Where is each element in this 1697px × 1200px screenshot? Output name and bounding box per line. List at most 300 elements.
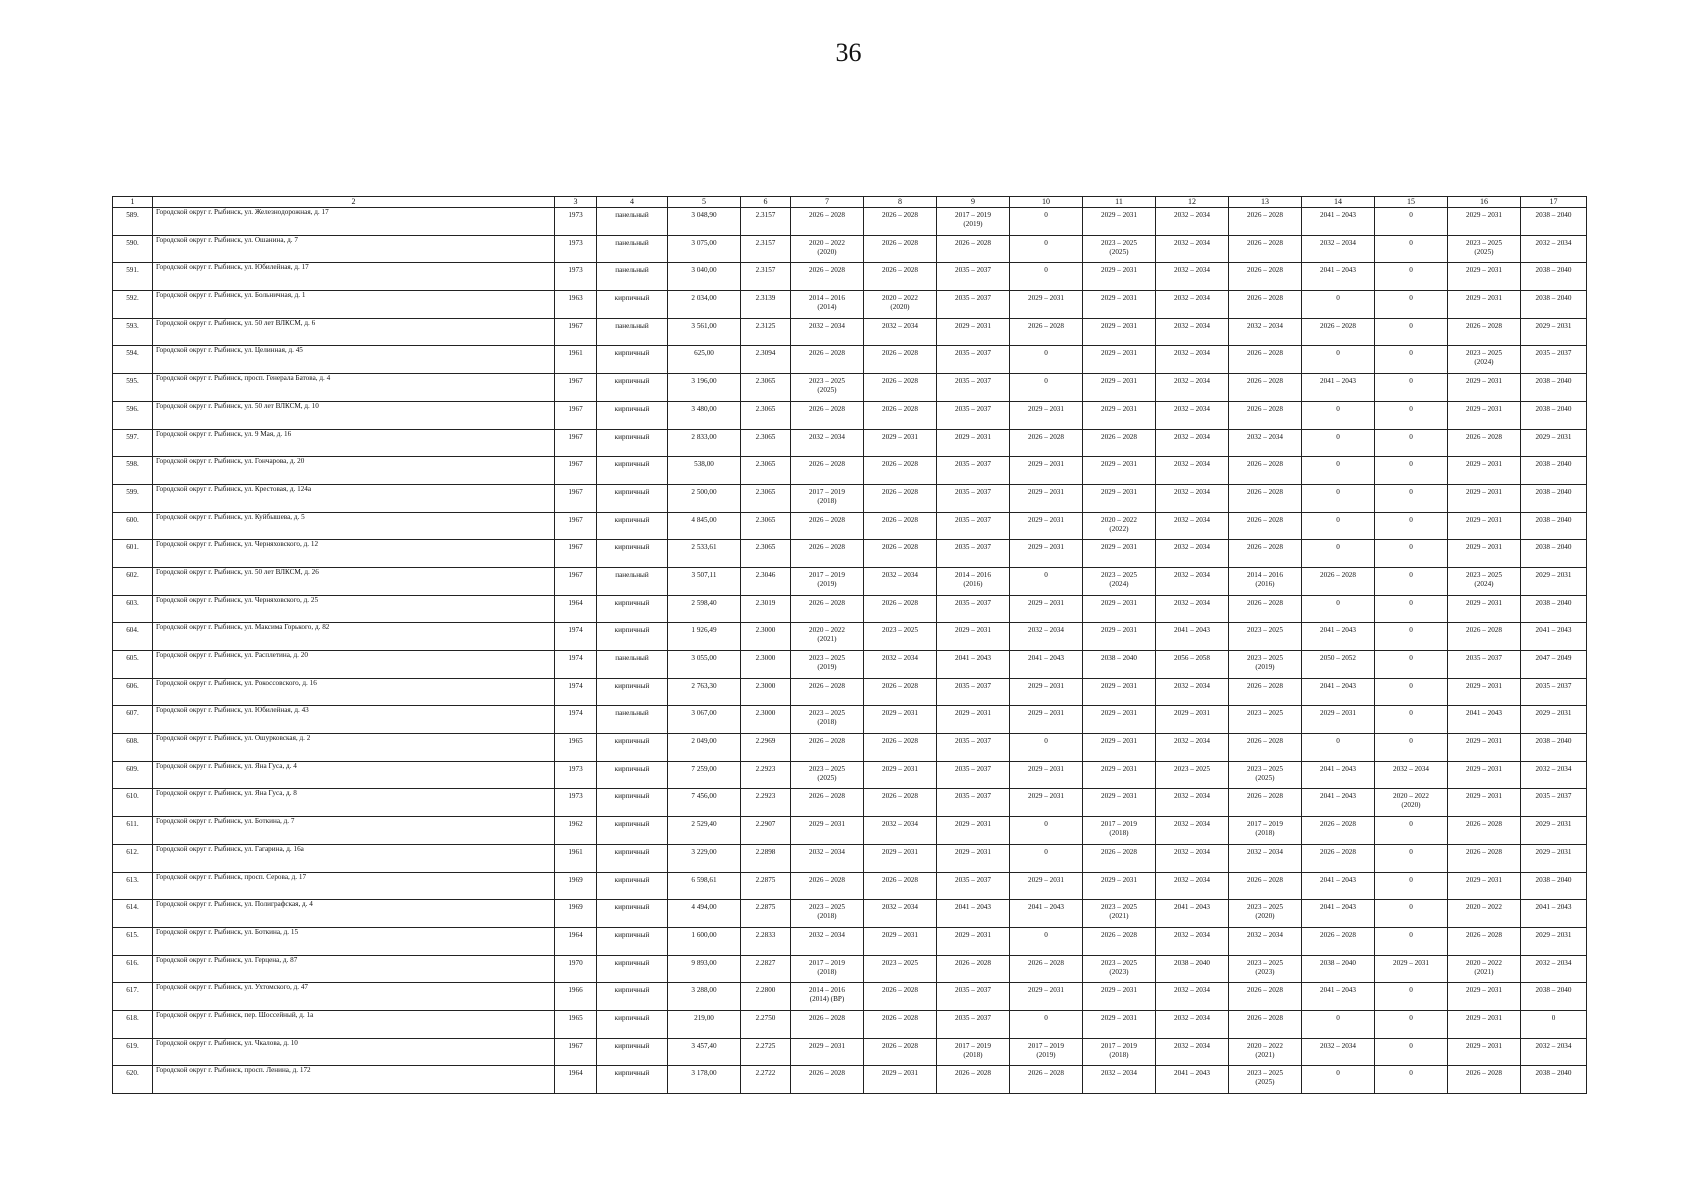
table-cell-col-10: 2029 – 2031	[1010, 761, 1083, 789]
table-cell-col-13: 2014 – 2016 (2016)	[1229, 567, 1302, 595]
table-cell-col-2: Городской округ г. Рыбинск, ул. Полиграфская, д. 4	[153, 900, 555, 928]
table-cell-col-1: 597.	[113, 429, 153, 457]
table-cell-col-5: 538,00	[668, 457, 741, 485]
table-cell-col-11: 2029 – 2031	[1083, 595, 1156, 623]
table-cell-col-1: 606.	[113, 678, 153, 706]
table-cell-col-13: 2026 – 2028	[1229, 346, 1302, 374]
table-cell-col-13: 2017 – 2019 (2018)	[1229, 817, 1302, 845]
table-cell-col-10: 2026 – 2028	[1010, 429, 1083, 457]
table-cell-col-8: 2026 – 2028	[864, 484, 937, 512]
table-cell-col-7: 2026 – 2028	[791, 595, 864, 623]
table-cell-col-13: 2026 – 2028	[1229, 208, 1302, 236]
table-cell-col-17: 2029 – 2031	[1521, 567, 1587, 595]
table-cell-col-2: Городской округ г. Рыбинск, ул. Черняховского, д. 12	[153, 540, 555, 568]
table-cell-col-3: 1967	[555, 540, 597, 568]
table-cell-col-8: 2026 – 2028	[864, 789, 937, 817]
table-cell-col-2: Городской округ г. Рыбинск, ул. Ошурковская, д. 2	[153, 734, 555, 762]
table-cell-col-15: 0	[1375, 983, 1448, 1011]
table-cell-col-10: 2032 – 2034	[1010, 623, 1083, 651]
table-cell-col-9: 2029 – 2031	[937, 844, 1010, 872]
table-cell-col-16: 2029 – 2031	[1448, 540, 1521, 568]
table-cell-col-3: 1964	[555, 1066, 597, 1094]
table-cell-col-1: 595.	[113, 374, 153, 402]
table-cell-col-17: 2035 – 2037	[1521, 346, 1587, 374]
table-cell-col-15: 0	[1375, 318, 1448, 346]
table-cell-col-6: 2.3000	[741, 678, 791, 706]
table-cell-col-6: 2.3000	[741, 706, 791, 734]
table-cell-col-3: 1964	[555, 927, 597, 955]
table-cell-col-17: 2038 – 2040	[1521, 734, 1587, 762]
table-row	[113, 651, 1587, 679]
table-cell-col-17: 2041 – 2043	[1521, 623, 1587, 651]
table-cell-col-10: 0	[1010, 844, 1083, 872]
table-cell-col-13: 2026 – 2028	[1229, 595, 1302, 623]
table-cell-col-9: 2035 – 2037	[937, 678, 1010, 706]
table-cell-col-1: 601.	[113, 540, 153, 568]
table-cell-col-9: 2029 – 2031	[937, 817, 1010, 845]
table-cell-col-5: 2 763,30	[668, 678, 741, 706]
table-cell-col-10: 2041 – 2043	[1010, 900, 1083, 928]
table-cell-col-16: 2029 – 2031	[1448, 208, 1521, 236]
table-cell-col-12: 2032 – 2034	[1156, 789, 1229, 817]
table-cell-col-8: 2023 – 2025	[864, 623, 937, 651]
table-cell-col-13: 2026 – 2028	[1229, 374, 1302, 402]
table-cell-col-15: 0	[1375, 900, 1448, 928]
table-cell-col-16: 2029 – 2031	[1448, 374, 1521, 402]
table-cell-col-12: 2032 – 2034	[1156, 291, 1229, 319]
table-cell-col-6: 2.3157	[741, 235, 791, 263]
table-cell-col-15: 2020 – 2022 (2020)	[1375, 789, 1448, 817]
table-cell-col-7: 2032 – 2034	[791, 429, 864, 457]
table-cell-col-5: 2 833,00	[668, 429, 741, 457]
table-cell-col-10: 0	[1010, 374, 1083, 402]
table-row	[113, 484, 1587, 512]
table-cell-col-3: 1973	[555, 263, 597, 291]
table-cell-col-15: 0	[1375, 346, 1448, 374]
table-cell-col-11: 2029 – 2031	[1083, 484, 1156, 512]
table-cell-col-10: 2029 – 2031	[1010, 401, 1083, 429]
table-row	[113, 401, 1587, 429]
table-cell-col-17: 2038 – 2040	[1521, 512, 1587, 540]
table-cell-col-5: 9 893,00	[668, 955, 741, 983]
table-cell-col-1: 598.	[113, 457, 153, 485]
table-cell-col-1: 614.	[113, 900, 153, 928]
table-cell-col-12: 2032 – 2034	[1156, 540, 1229, 568]
table-cell-col-2: Городской округ г. Рыбинск, ул. Расплетина, д. 20	[153, 651, 555, 679]
table-cell-col-11: 2029 – 2031	[1083, 1010, 1156, 1038]
table-cell-col-5: 3 229,00	[668, 844, 741, 872]
column-header-4: 4	[597, 197, 668, 208]
table-cell-col-13: 2023 – 2025 (2025)	[1229, 761, 1302, 789]
table-cell-col-5: 4 494,00	[668, 900, 741, 928]
table-cell-col-11: 2029 – 2031	[1083, 623, 1156, 651]
table-cell-col-2: Городской округ г. Рыбинск, ул. Куйбышева, д. 5	[153, 512, 555, 540]
table-cell-col-11: 2029 – 2031	[1083, 983, 1156, 1011]
table-cell-col-17: 2029 – 2031	[1521, 927, 1587, 955]
table-cell-col-7: 2032 – 2034	[791, 927, 864, 955]
table-cell-col-3: 1967	[555, 567, 597, 595]
table-cell-col-15: 0	[1375, 429, 1448, 457]
table-cell-col-13: 2026 – 2028	[1229, 457, 1302, 485]
table-cell-col-9: 2035 – 2037	[937, 346, 1010, 374]
table-row	[113, 318, 1587, 346]
table-cell-col-9: 2026 – 2028	[937, 235, 1010, 263]
table-cell-col-1: 592.	[113, 291, 153, 319]
table-cell-col-12: 2032 – 2034	[1156, 567, 1229, 595]
table-cell-col-2: Городской округ г. Рыбинск, просп. Генерала Батова, д. 4	[153, 374, 555, 402]
table-cell-col-3: 1974	[555, 706, 597, 734]
table-cell-col-8: 2026 – 2028	[864, 263, 937, 291]
table-cell-col-15: 0	[1375, 706, 1448, 734]
table-cell-col-14: 2050 – 2052	[1302, 651, 1375, 679]
table-cell-col-12: 2032 – 2034	[1156, 401, 1229, 429]
table-cell-col-7: 2023 – 2025 (2018)	[791, 900, 864, 928]
table-cell-col-16: 2029 – 2031	[1448, 457, 1521, 485]
table-cell-col-8: 2023 – 2025	[864, 955, 937, 983]
table-row	[113, 235, 1587, 263]
table-cell-col-5: 3 196,00	[668, 374, 741, 402]
table-cell-col-4: панельный	[597, 567, 668, 595]
table-cell-col-14: 2038 – 2040	[1302, 955, 1375, 983]
table-cell-col-14: 2026 – 2028	[1302, 567, 1375, 595]
table-cell-col-8: 2026 – 2028	[864, 872, 937, 900]
table-cell-col-2: Городской округ г. Рыбинск, ул. Рокоссовского, д. 16	[153, 678, 555, 706]
table-cell-col-6: 2.2827	[741, 955, 791, 983]
table-row	[113, 900, 1587, 928]
table-cell-col-17: 0	[1521, 1010, 1587, 1038]
table-cell-col-2: Городской округ г. Рыбинск, ул. Крестовая, д. 124а	[153, 484, 555, 512]
table-cell-col-4: кирпичный	[597, 512, 668, 540]
table-cell-col-16: 2026 – 2028	[1448, 429, 1521, 457]
table-cell-col-4: кирпичный	[597, 484, 668, 512]
table-cell-col-4: кирпичный	[597, 540, 668, 568]
table-cell-col-9: 2029 – 2031	[937, 927, 1010, 955]
table-cell-col-6: 2.2923	[741, 789, 791, 817]
table-cell-col-6: 2.3046	[741, 567, 791, 595]
table-cell-col-9: 2035 – 2037	[937, 291, 1010, 319]
table-cell-col-16: 2023 – 2025 (2024)	[1448, 346, 1521, 374]
table-cell-col-9: 2035 – 2037	[937, 734, 1010, 762]
table-cell-col-7: 2023 – 2025 (2018)	[791, 706, 864, 734]
table-cell-col-5: 1 926,49	[668, 623, 741, 651]
table-cell-col-4: кирпичный	[597, 678, 668, 706]
table-cell-col-14: 0	[1302, 346, 1375, 374]
table-cell-col-12: 2032 – 2034	[1156, 678, 1229, 706]
table-cell-col-14: 0	[1302, 457, 1375, 485]
table-cell-col-2: Городской округ г. Рыбинск, ул. 9 Мая, д. 16	[153, 429, 555, 457]
table-cell-col-3: 1974	[555, 651, 597, 679]
table-cell-col-4: кирпичный	[597, 429, 668, 457]
table-cell-col-16: 2041 – 2043	[1448, 706, 1521, 734]
table-cell-col-14: 2026 – 2028	[1302, 927, 1375, 955]
table-cell-col-3: 1967	[555, 457, 597, 485]
table-cell-col-15: 0	[1375, 484, 1448, 512]
table-cell-col-7: 2026 – 2028	[791, 346, 864, 374]
table-cell-col-10: 2029 – 2031	[1010, 595, 1083, 623]
column-header-3: 3	[555, 197, 597, 208]
table-cell-col-10: 2017 – 2019 (2019)	[1010, 1038, 1083, 1066]
column-header-16: 16	[1448, 197, 1521, 208]
table-cell-col-12: 2032 – 2034	[1156, 872, 1229, 900]
table-cell-col-9: 2026 – 2028	[937, 955, 1010, 983]
table-cell-col-12: 2041 – 2043	[1156, 900, 1229, 928]
table-cell-col-12: 2023 – 2025	[1156, 761, 1229, 789]
overhaul-schedule-table	[112, 196, 1587, 1094]
table-row	[113, 817, 1587, 845]
table-cell-col-6: 2.3065	[741, 484, 791, 512]
table-cell-col-7: 2026 – 2028	[791, 789, 864, 817]
table-cell-col-5: 625,00	[668, 346, 741, 374]
table-cell-col-17: 2038 – 2040	[1521, 872, 1587, 900]
table-cell-col-16: 2035 – 2037	[1448, 651, 1521, 679]
table-cell-col-14: 2026 – 2028	[1302, 844, 1375, 872]
table-cell-col-5: 3 067,00	[668, 706, 741, 734]
table-cell-col-9: 2029 – 2031	[937, 623, 1010, 651]
table-cell-col-14: 2026 – 2028	[1302, 318, 1375, 346]
table-cell-col-11: 2029 – 2031	[1083, 457, 1156, 485]
table-cell-col-7: 2023 – 2025 (2019)	[791, 651, 864, 679]
table-cell-col-14: 0	[1302, 734, 1375, 762]
table-cell-col-3: 1973	[555, 235, 597, 263]
table-cell-col-13: 2023 – 2025	[1229, 706, 1302, 734]
table-cell-col-16: 2026 – 2028	[1448, 1066, 1521, 1094]
table-cell-col-15: 0	[1375, 540, 1448, 568]
table-cell-col-13: 2032 – 2034	[1229, 318, 1302, 346]
table-cell-col-8: 2026 – 2028	[864, 983, 937, 1011]
table-cell-col-15: 0	[1375, 1010, 1448, 1038]
table-cell-col-9: 2041 – 2043	[937, 900, 1010, 928]
table-cell-col-5: 1 600,00	[668, 927, 741, 955]
table-cell-col-5: 2 500,00	[668, 484, 741, 512]
table-cell-col-3: 1967	[555, 401, 597, 429]
table-cell-col-12: 2032 – 2034	[1156, 374, 1229, 402]
table-cell-col-1: 603.	[113, 595, 153, 623]
table-cell-col-1: 613.	[113, 872, 153, 900]
table-cell-col-8: 2026 – 2028	[864, 374, 937, 402]
column-header-14: 14	[1302, 197, 1375, 208]
table-cell-col-5: 2 034,00	[668, 291, 741, 319]
table-cell-col-2: Городской округ г. Рыбинск, ул. Яна Гуса, д. 4	[153, 761, 555, 789]
table-cell-col-14: 2041 – 2043	[1302, 983, 1375, 1011]
table-cell-col-8: 2032 – 2034	[864, 900, 937, 928]
table-cell-col-7: 2032 – 2034	[791, 318, 864, 346]
table-cell-col-13: 2023 – 2025 (2025)	[1229, 1066, 1302, 1094]
table-cell-col-6: 2.3065	[741, 512, 791, 540]
table-cell-col-12: 2032 – 2034	[1156, 484, 1229, 512]
table-cell-col-12: 2056 – 2058	[1156, 651, 1229, 679]
table-cell-col-6: 2.2722	[741, 1066, 791, 1094]
page-number: 36	[835, 38, 862, 67]
table-cell-col-9: 2035 – 2037	[937, 512, 1010, 540]
table-cell-col-8: 2029 – 2031	[864, 706, 937, 734]
table-cell-col-7: 2026 – 2028	[791, 734, 864, 762]
column-header-13: 13	[1229, 197, 1302, 208]
table-cell-col-10: 2029 – 2031	[1010, 457, 1083, 485]
table-cell-col-16: 2029 – 2031	[1448, 484, 1521, 512]
table-cell-col-7: 2026 – 2028	[791, 401, 864, 429]
table-cell-col-11: 2029 – 2031	[1083, 374, 1156, 402]
table-cell-col-9: 2035 – 2037	[937, 374, 1010, 402]
table-cell-col-5: 3 178,00	[668, 1066, 741, 1094]
table-cell-col-5: 3 055,00	[668, 651, 741, 679]
table-cell-col-7: 2020 – 2022 (2020)	[791, 235, 864, 263]
column-header-7: 7	[791, 197, 864, 208]
table-cell-col-14: 2041 – 2043	[1302, 761, 1375, 789]
table-cell-col-11: 2032 – 2034	[1083, 1066, 1156, 1094]
table-cell-col-5: 7 259,00	[668, 761, 741, 789]
table-cell-col-2: Городской округ г. Рыбинск, ул. Железнодорожная, д. 17	[153, 208, 555, 236]
table-cell-col-5: 2 533,61	[668, 540, 741, 568]
table-cell-col-17: 2038 – 2040	[1521, 540, 1587, 568]
table-cell-col-10: 0	[1010, 263, 1083, 291]
table-cell-col-13: 2026 – 2028	[1229, 263, 1302, 291]
table-cell-col-2: Городской округ г. Рыбинск, ул. Целинная, д. 45	[153, 346, 555, 374]
table-cell-col-11: 2017 – 2019 (2018)	[1083, 817, 1156, 845]
table-cell-col-2: Городской округ г. Рыбинск, ул. Яна Гуса, д. 8	[153, 789, 555, 817]
table-cell-col-15: 0	[1375, 595, 1448, 623]
table-cell-col-5: 3 561,00	[668, 318, 741, 346]
table-cell-col-4: кирпичный	[597, 1066, 668, 1094]
table-cell-col-10: 2029 – 2031	[1010, 291, 1083, 319]
table-cell-col-4: панельный	[597, 651, 668, 679]
table-cell-col-10: 2029 – 2031	[1010, 706, 1083, 734]
table-row	[113, 457, 1587, 485]
table-cell-col-11: 2023 – 2025 (2023)	[1083, 955, 1156, 983]
table-cell-col-7: 2017 – 2019 (2018)	[791, 955, 864, 983]
table-cell-col-4: панельный	[597, 318, 668, 346]
table-cell-col-4: кирпичный	[597, 595, 668, 623]
table-cell-col-6: 2.3125	[741, 318, 791, 346]
table-cell-col-4: кирпичный	[597, 734, 668, 762]
table-cell-col-10: 2029 – 2031	[1010, 872, 1083, 900]
table-cell-col-13: 2020 – 2022 (2021)	[1229, 1038, 1302, 1066]
table-cell-col-13: 2023 – 2025 (2020)	[1229, 900, 1302, 928]
table-cell-col-5: 6 598,61	[668, 872, 741, 900]
table-cell-col-15: 0	[1375, 263, 1448, 291]
table-cell-col-15: 0	[1375, 457, 1448, 485]
table-cell-col-3: 1973	[555, 789, 597, 817]
table-cell-col-16: 2029 – 2031	[1448, 263, 1521, 291]
column-header-11: 11	[1083, 197, 1156, 208]
table-cell-col-11: 2023 – 2025 (2021)	[1083, 900, 1156, 928]
table-cell-col-12: 2032 – 2034	[1156, 429, 1229, 457]
table-cell-col-5: 3 480,00	[668, 401, 741, 429]
table-cell-col-13: 2026 – 2028	[1229, 872, 1302, 900]
table-cell-col-4: кирпичный	[597, 1038, 668, 1066]
table-cell-col-9: 2035 – 2037	[937, 595, 1010, 623]
table-cell-col-15: 0	[1375, 817, 1448, 845]
table-cell-col-13: 2026 – 2028	[1229, 789, 1302, 817]
table-cell-col-13: 2026 – 2028	[1229, 983, 1302, 1011]
table-cell-col-4: кирпичный	[597, 817, 668, 845]
table-row	[113, 1010, 1587, 1038]
table-cell-col-8: 2020 – 2022 (2020)	[864, 291, 937, 319]
table-cell-col-15: 0	[1375, 623, 1448, 651]
table-cell-col-13: 2026 – 2028	[1229, 678, 1302, 706]
table-cell-col-2: Городской округ г. Рыбинск, ул. 50 лет ВЛКСМ, д. 10	[153, 401, 555, 429]
table-cell-col-2: Городской округ г. Рыбинск, ул. 50 лет ВЛКСМ, д. 6	[153, 318, 555, 346]
table-cell-col-10: 2029 – 2031	[1010, 983, 1083, 1011]
table-cell-col-6: 2.2833	[741, 927, 791, 955]
table-cell-col-9: 2035 – 2037	[937, 457, 1010, 485]
table-cell-col-2: Городской округ г. Рыбинск, ул. Больничная, д. 1	[153, 291, 555, 319]
table-cell-col-17: 2032 – 2034	[1521, 235, 1587, 263]
column-header-9: 9	[937, 197, 1010, 208]
table-cell-col-13: 2026 – 2028	[1229, 540, 1302, 568]
table-cell-col-1: 599.	[113, 484, 153, 512]
table-row	[113, 595, 1587, 623]
table-cell-col-17: 2038 – 2040	[1521, 291, 1587, 319]
table-cell-col-1: 609.	[113, 761, 153, 789]
table-cell-col-16: 2029 – 2031	[1448, 678, 1521, 706]
table-cell-col-15: 2029 – 2031	[1375, 955, 1448, 983]
table-cell-col-8: 2026 – 2028	[864, 678, 937, 706]
table-cell-col-10: 0	[1010, 346, 1083, 374]
table-cell-col-8: 2026 – 2028	[864, 208, 937, 236]
table-cell-col-16: 2023 – 2025 (2025)	[1448, 235, 1521, 263]
table-cell-col-8: 2026 – 2028	[864, 734, 937, 762]
table-cell-col-12: 2032 – 2034	[1156, 817, 1229, 845]
table-cell-col-16: 2029 – 2031	[1448, 872, 1521, 900]
table-row	[113, 1038, 1587, 1066]
table-cell-col-2: Городской округ г. Рыбинск, ул. Боткина, д. 7	[153, 817, 555, 845]
table-row	[113, 540, 1587, 568]
table-cell-col-7: 2026 – 2028	[791, 1010, 864, 1038]
table-cell-col-17: 2038 – 2040	[1521, 595, 1587, 623]
table-cell-col-11: 2026 – 2028	[1083, 844, 1156, 872]
table-cell-col-6: 2.3000	[741, 651, 791, 679]
table-cell-col-3: 1970	[555, 955, 597, 983]
table-cell-col-5: 2 529,40	[668, 817, 741, 845]
column-header-15: 15	[1375, 197, 1448, 208]
table-cell-col-17: 2032 – 2034	[1521, 1038, 1587, 1066]
column-header-12: 12	[1156, 197, 1229, 208]
table-row	[113, 955, 1587, 983]
table-cell-col-12: 2032 – 2034	[1156, 983, 1229, 1011]
table-row	[113, 844, 1587, 872]
header-row	[113, 197, 1587, 208]
table-cell-col-17: 2038 – 2040	[1521, 401, 1587, 429]
table-cell-col-15: 0	[1375, 512, 1448, 540]
table-cell-col-13: 2026 – 2028	[1229, 512, 1302, 540]
table-cell-col-4: кирпичный	[597, 900, 668, 928]
table-cell-col-2: Городской округ г. Рыбинск, ул. Чкалова, д. 10	[153, 1038, 555, 1066]
table-cell-col-7: 2029 – 2031	[791, 1038, 864, 1066]
table-cell-col-15: 2032 – 2034	[1375, 761, 1448, 789]
table-cell-col-4: кирпичный	[597, 761, 668, 789]
table-cell-col-10: 0	[1010, 1010, 1083, 1038]
column-header-1: 1	[113, 197, 153, 208]
table-cell-col-13: 2023 – 2025	[1229, 623, 1302, 651]
table-cell-col-2: Городской округ г. Рыбинск, просп. Серова, д. 17	[153, 872, 555, 900]
table-cell-col-16: 2029 – 2031	[1448, 512, 1521, 540]
table-cell-col-11: 2029 – 2031	[1083, 706, 1156, 734]
table-cell-col-7: 2026 – 2028	[791, 678, 864, 706]
table-cell-col-6: 2.2907	[741, 817, 791, 845]
table-cell-col-10: 0	[1010, 734, 1083, 762]
column-header-10: 10	[1010, 197, 1083, 208]
table-cell-col-15: 0	[1375, 567, 1448, 595]
table-cell-col-10: 2029 – 2031	[1010, 540, 1083, 568]
table-cell-col-10: 0	[1010, 567, 1083, 595]
table-cell-col-11: 2023 – 2025 (2025)	[1083, 235, 1156, 263]
table-row	[113, 872, 1587, 900]
table-body	[113, 208, 1587, 1094]
table-cell-col-5: 3 507,11	[668, 567, 741, 595]
table-cell-col-4: кирпичный	[597, 983, 668, 1011]
table-cell-col-12: 2032 – 2034	[1156, 263, 1229, 291]
table-cell-col-17: 2035 – 2037	[1521, 789, 1587, 817]
